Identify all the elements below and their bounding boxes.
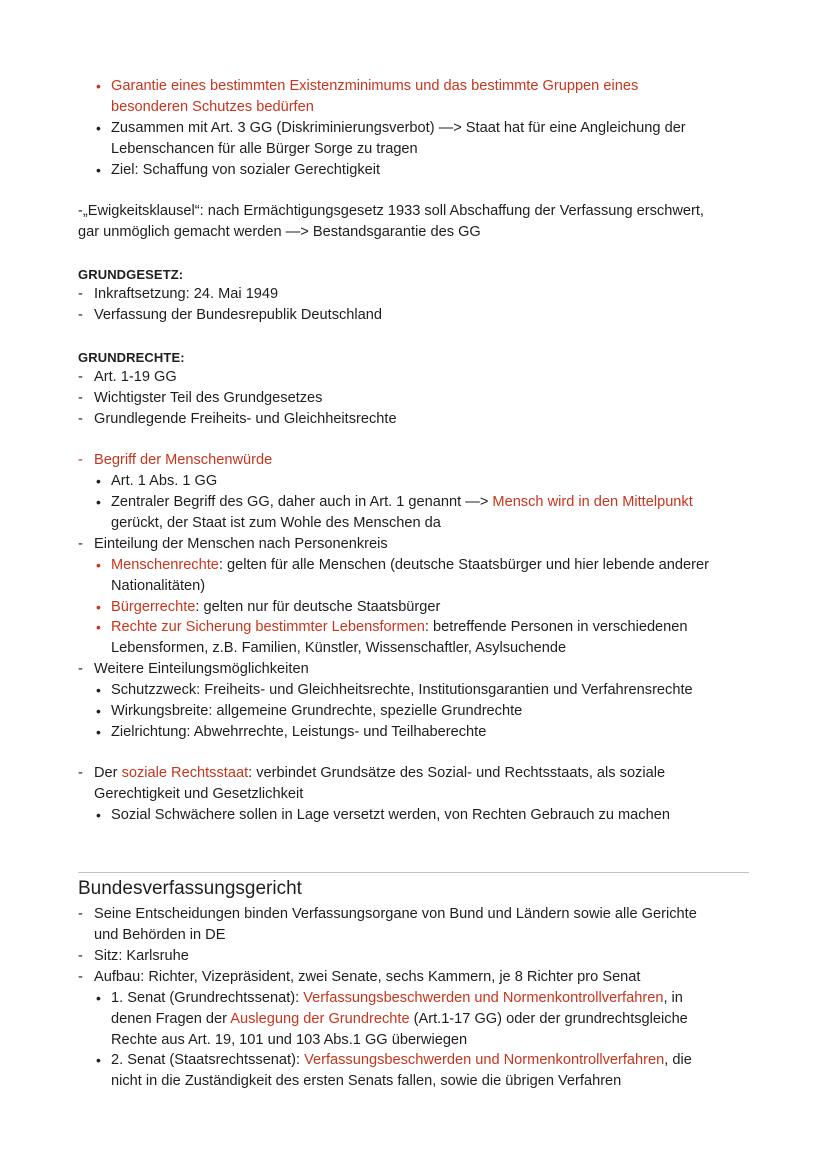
- bullet-text: Wirkungsbreite: allgemeine Grundrechte, spezielle Grundrechte: [111, 703, 523, 719]
- bullet-dot: •: [96, 807, 101, 823]
- dash-marker: -: [78, 906, 83, 922]
- bullet-dot: •: [96, 1052, 101, 1068]
- bullet-dot: •: [96, 473, 101, 489]
- list-item: Einteilung der Menschen nach Personenkreis: [94, 536, 388, 552]
- dash-marker: -: [78, 969, 83, 985]
- bullet-text: Garantie eines bestimmten Existenzminimums und das bestimmte Gruppen eines: [111, 78, 639, 94]
- text-run: 1. Senat (Grundrechtssenat):: [111, 990, 304, 1006]
- list-item: Weitere Einteilungsmöglichkeiten: [94, 661, 309, 677]
- bullet-dot: •: [96, 990, 101, 1006]
- dash-marker: -: [78, 307, 83, 323]
- dash-marker: -: [78, 536, 83, 552]
- bullet-text: [111, 597, 440, 618]
- highlight-text: Rechte zur Sicherung bestimmter Lebensformen: [111, 619, 425, 635]
- list-item: Wichtigster Teil des Grundgesetzes: [94, 390, 323, 406]
- bullet-text: Rechte aus Art. 19, 101 und 103 Abs.1 GG überwiegen: [111, 1032, 468, 1048]
- text-run: , die: [664, 1052, 692, 1068]
- bullet-text: Zielrichtung: Abwehrrechte, Leistungs- und Teilhaberechte: [111, 724, 487, 740]
- bullet-text: Lebenschancen für alle Bürger Sorge zu tragen: [111, 141, 418, 157]
- section-heading: GRUNDGESETZ:: [78, 267, 184, 282]
- bullet-text: Lebensformen, z.B. Familien, Künstler, Wissenschaftler, Asylsuchende: [111, 640, 567, 656]
- bullet-text: [111, 617, 688, 638]
- highlight-text: Auslegung der Grundrechte: [230, 1011, 410, 1027]
- bullet-dot: •: [96, 682, 101, 698]
- text-run: Zentraler Begriff des GG, daher auch in Art. 1 genannt —>: [111, 494, 493, 510]
- bullet-text: Zusammen mit Art. 3 GG (Diskriminierungsverbot) —> Staat hat für eine Angleichung der: [111, 120, 686, 136]
- list-item: Verfassung der Bundesrepublik Deutschland: [94, 307, 383, 323]
- bullet-dot: •: [96, 78, 101, 94]
- dash-marker: -: [78, 765, 83, 781]
- bullet-dot: •: [96, 724, 101, 740]
- dash-marker: -: [78, 390, 83, 406]
- list-item: und Behörden in DE: [94, 927, 226, 943]
- section-divider: [78, 872, 749, 873]
- section-heading: GRUNDRECHTE:: [78, 350, 185, 365]
- bullet-text: Sozial Schwächere sollen in Lage versetzt werden, von Rechten Gebrauch zu machen: [111, 807, 670, 823]
- list-item: Inkraftsetzung: 24. Mai 1949: [94, 286, 279, 302]
- bullet-text: [111, 1050, 692, 1071]
- text-run: denen Fragen der: [111, 1011, 231, 1027]
- bullet-text: Schutzzweck: Freiheits- und Gleichheitsrechte, Institutionsgarantien und Verfahrensrechte: [111, 682, 693, 698]
- bullet-text: gerückt, der Staat ist zum Wohle des Menschen da: [111, 515, 441, 531]
- bullet-dot: •: [96, 703, 101, 719]
- bullet-text: [111, 555, 709, 576]
- bullet-text: [111, 492, 693, 513]
- bullet-text: [111, 988, 683, 1009]
- highlight-text: Mensch wird in den Mittelpunkt: [492, 494, 693, 510]
- bullet-dot: •: [96, 599, 101, 615]
- list-item: Seine Entscheidungen binden Verfassungsorgane von Bund und Ländern sowie alle Gerichte: [94, 906, 697, 922]
- bullet-text: nicht in die Zuständigkeit des ersten Senats fallen, sowie die übrigen Verfahren: [111, 1073, 622, 1089]
- bullet-dot: •: [96, 557, 101, 573]
- bullet-dot: •: [96, 120, 101, 136]
- list-item: Art. 1-19 GG: [94, 369, 177, 385]
- list-item: Grundlegende Freiheits- und Gleichheitsrechte: [94, 411, 397, 427]
- dash-marker: -: [78, 452, 83, 468]
- highlight-text: Bürgerrechte: [111, 599, 196, 615]
- dash-marker: -: [78, 286, 83, 302]
- paragraph-text: gar unmöglich gemacht werden —> Bestandsgarantie des GG: [78, 224, 481, 240]
- dash-marker: -: [78, 411, 83, 427]
- text-run: : betreffende Personen in verschiedenen: [424, 619, 688, 635]
- bullet-text: Ziel: Schaffung von sozialer Gerechtigkeit: [111, 162, 381, 178]
- bullet-dot: •: [96, 162, 101, 178]
- text-run: : gelten nur für deutsche Staatsbürger: [195, 599, 441, 615]
- highlight-text: Verfassungsbeschwerden und Normenkontrollverfahren: [303, 990, 664, 1006]
- text-run: : verbindet Grundsätze des Sozial- und Rechtsstaats, als soziale: [248, 765, 666, 781]
- paragraph-text: -„Ewigkeitsklausel“: nach Ermächtigungsgesetz 1933 soll Abschaffung der Verfassung erschwert,: [78, 203, 704, 219]
- list-item: [94, 763, 665, 784]
- text-run: , in: [663, 990, 683, 1006]
- bullet-text: [111, 1009, 688, 1030]
- text-run: 2. Senat (Staatsrechtssenat):: [111, 1052, 305, 1068]
- bullet-text: besonderen Schutzes bedürfen: [111, 99, 314, 115]
- highlight-text: Verfassungsbeschwerden und Normenkontrollverfahren: [304, 1052, 665, 1068]
- bullet-text: Nationalitäten): [111, 578, 206, 594]
- list-item: Begriff der Menschenwürde: [94, 452, 273, 468]
- dash-marker: -: [78, 948, 83, 964]
- text-run: : gelten für alle Menschen (deutsche Staatsbürger und hier lebende anderer: [218, 557, 709, 573]
- text-run: Der: [94, 765, 122, 781]
- bullet-dot: •: [96, 494, 101, 510]
- bullet-dot: •: [96, 619, 101, 635]
- highlight-text: Menschenrechte: [111, 557, 219, 573]
- dash-marker: -: [78, 369, 83, 385]
- section-title: Bundesverfassungsgericht: [78, 878, 302, 899]
- list-item: Aufbau: Richter, Vizepräsident, zwei Senate, sechs Kammern, je 8 Richter pro Senat: [94, 969, 641, 985]
- dash-marker: -: [78, 661, 83, 677]
- list-item: Sitz: Karlsruhe: [94, 948, 189, 964]
- bullet-text: Art. 1 Abs. 1 GG: [111, 473, 218, 489]
- list-item: Gerechtigkeit und Gesetzlichkeit: [94, 786, 304, 802]
- text-run: (Art.1-17 GG) oder der grundrechtsgleiche: [409, 1011, 688, 1027]
- highlight-text: soziale Rechtsstaat: [121, 765, 249, 781]
